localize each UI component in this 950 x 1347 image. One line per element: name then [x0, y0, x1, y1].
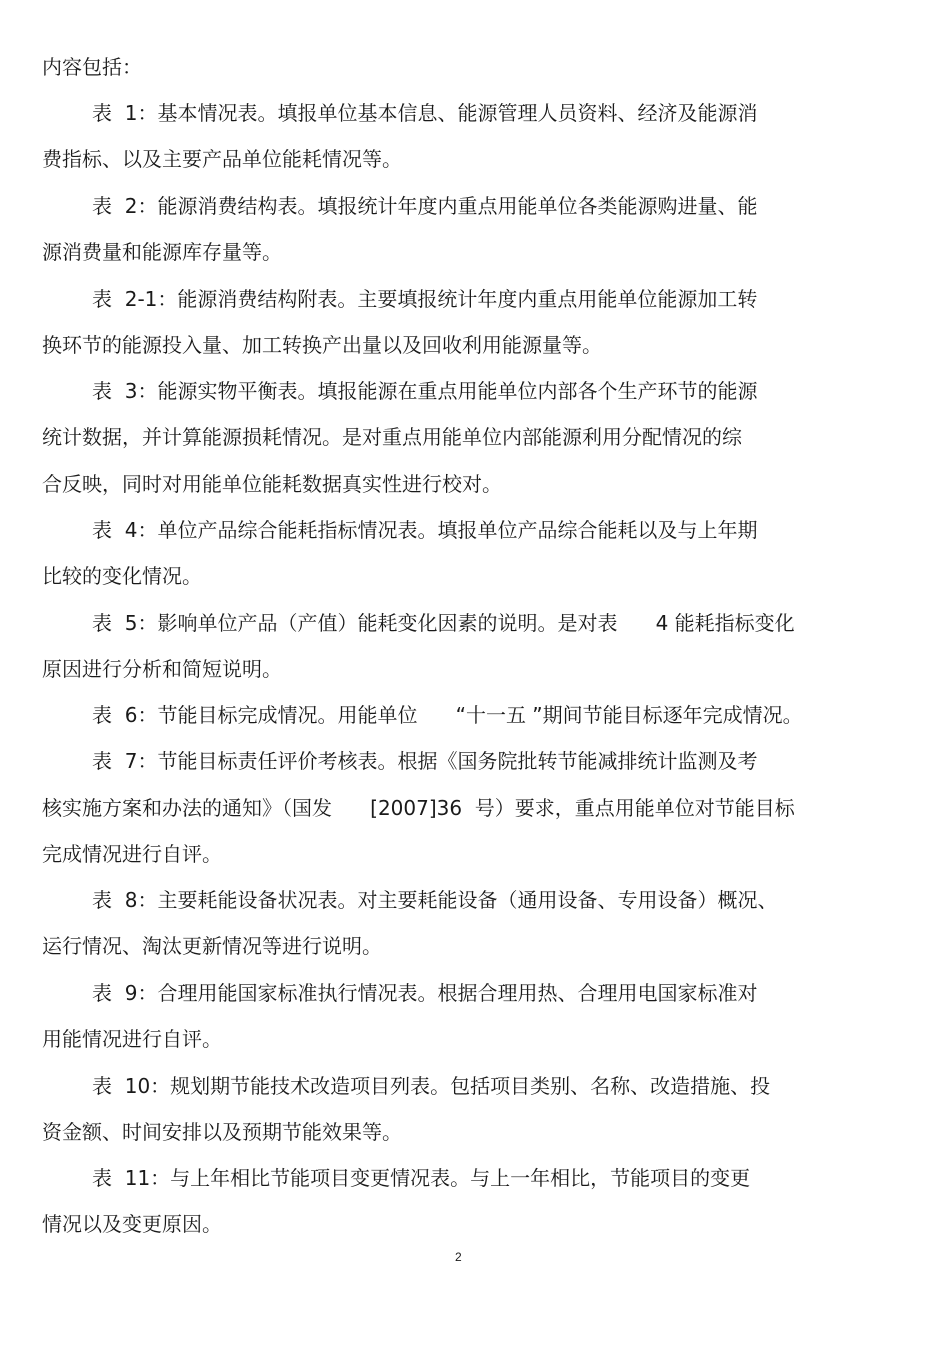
text-line: 合反映，同时对用能单位能耗数据真实性进行校对。	[42, 472, 502, 496]
text-line: 表 9：合理用能国家标准执行情况表。根据合理用热、合理用电国家标准对	[92, 981, 758, 1005]
text-line: 换环节的能源投入量、加工转换产出量以及回收利用能源量等。	[42, 333, 602, 357]
text-line: 用能情况进行自评。	[42, 1027, 222, 1051]
text-line: 统计数据，并计算能源损耗情况。是对重点用能单位内部能源利用分配情况的综	[42, 425, 742, 449]
text-line: 资金额、时间安排以及预期节能效果等。	[42, 1120, 402, 1144]
text-line: 运行情况、淘汰更新情况等进行说明。	[42, 934, 382, 958]
text-line: 比较的变化情况。	[42, 564, 202, 588]
intro-line: 内容包括：	[42, 55, 142, 79]
text-line: 表 3：能源实物平衡表。填报能源在重点用能单位内部各个生产环节的能源	[92, 379, 758, 403]
text-line: 原因进行分析和简短说明。	[42, 657, 282, 681]
text-line: 表 2：能源消费结构表。填报统计年度内重点用能单位各类能源购进量、能	[92, 194, 758, 218]
text-line: 表 11：与上年相比节能项目变更情况表。与上一年相比，节能项目的变更	[92, 1166, 751, 1190]
text-line: 核实施方案和办法的通知》（国发 [2007]36 号）要求，重点用能单位对节能目标	[42, 796, 795, 820]
text-line: 表 1：基本情况表。填报单位基本信息、能源管理人员资料、经济及能源消	[92, 101, 758, 125]
text-line: 表 2-1：能源消费结构附表。主要填报统计年度内重点用能单位能源加工转	[92, 287, 758, 311]
text-line: 表 7：节能目标责任评价考核表。根据《国务院批转节能减排统计监测及考	[92, 749, 758, 773]
text-line: 表 8：主要耗能设备状况表。对主要耗能设备（通用设备、专用设备）概况、	[92, 888, 778, 912]
text-line: 源消费量和能源库存量等。	[42, 240, 282, 264]
page-number: 2	[455, 1250, 462, 1264]
text-line: 费指标、以及主要产品单位能耗情况等。	[42, 147, 402, 171]
text-line: 表 10：规划期节能技术改造项目列表。包括项目类别、名称、改造措施、投	[92, 1074, 771, 1098]
text-line: 表 5：影响单位产品（产值）能耗变化因素的说明。是对表 4 能耗指标变化	[92, 611, 795, 635]
text-line: 表 4：单位产品综合能耗指标情况表。填报单位产品综合能耗以及与上年期	[92, 518, 758, 542]
text-line: 情况以及变更原因。	[42, 1212, 222, 1236]
text-line: 完成情况进行自评。	[42, 842, 222, 866]
text-line: 表 6：节能目标完成情况。用能单位 “十一五 ”期间节能目标逐年完成情况。	[92, 703, 803, 727]
